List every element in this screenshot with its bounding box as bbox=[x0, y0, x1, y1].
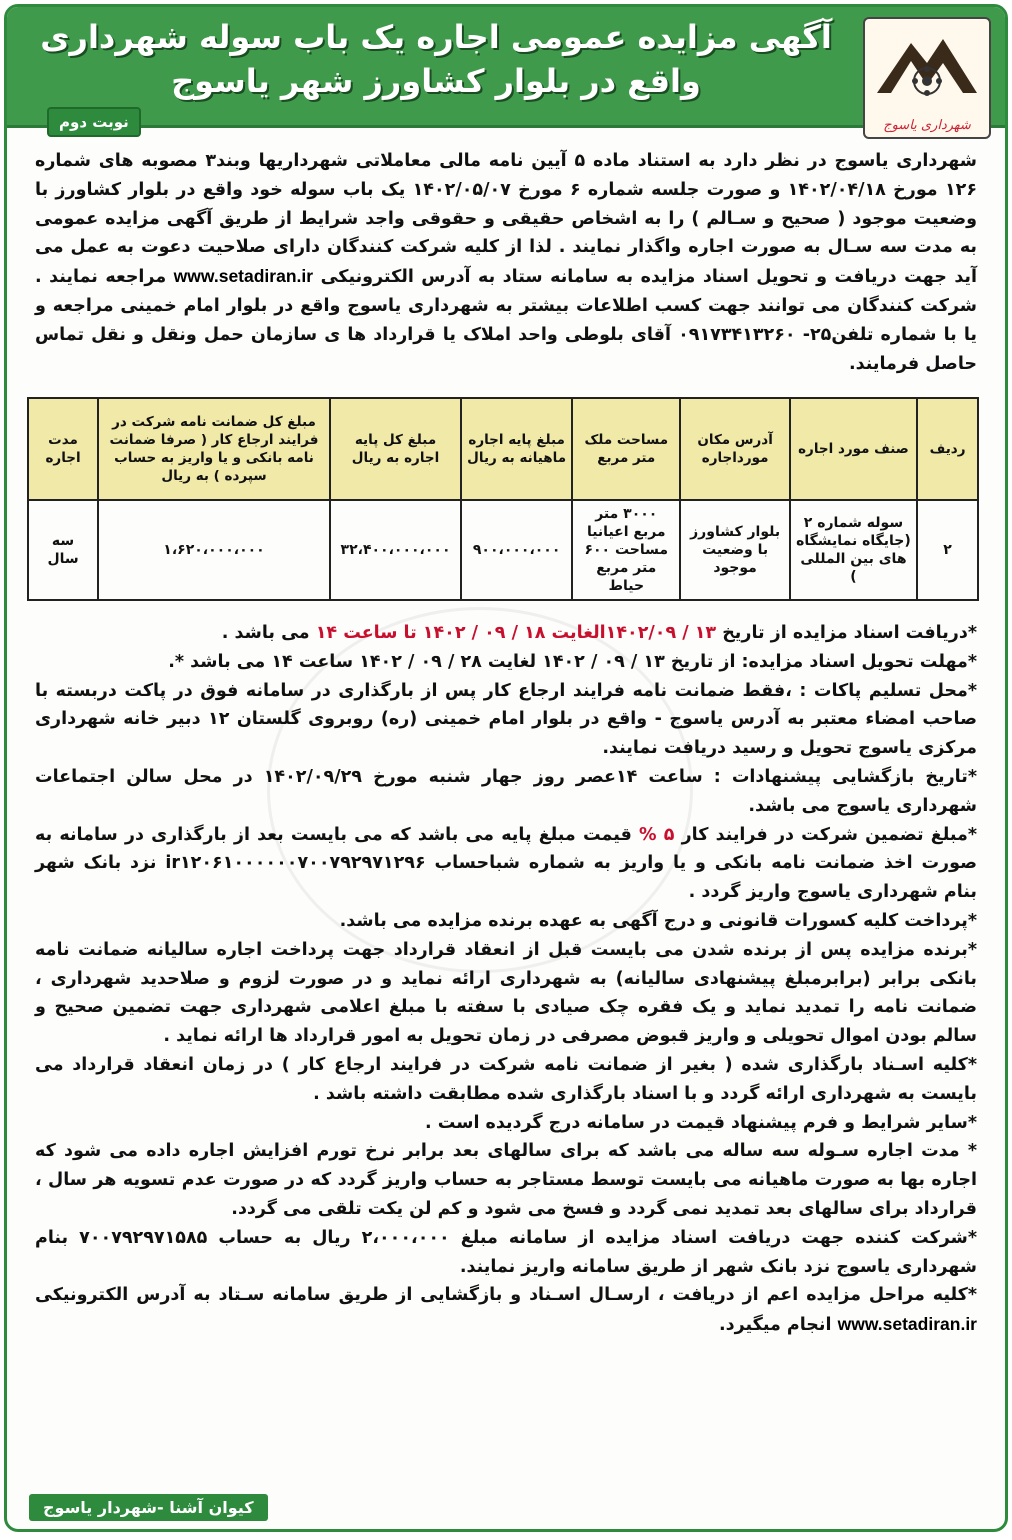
note-delivery-place: *محل تسلیم پاکات : ،فقط ضمانت نامه فرایند ارجاع کار پس از بارگذاری در سامانه فوق در پاکت دربسته با صاحب امضاء معتبر به آدرس یاسوج - واقع در بلوار امام خمینی (ره) روبروی گلستان ۱۲ دبیر خانه شهرداری مرکزی یاسوج تحویل و رسید دریافت نمایند. bbox=[35, 680, 978, 759]
table-row bbox=[28, 500, 978, 600]
setad-url-link-2[interactable]: www.setadiran.ir bbox=[837, 1314, 977, 1335]
col-header-area: مساحت ملک متر مربع bbox=[572, 398, 680, 500]
note-guarantee-amount bbox=[35, 821, 977, 907]
note-winner-obligations: *برنده مزایده پس از برنده شدن می بایست قبل از انعقاد قرارداد جهت پرداخت اجاره سالیانه ضمانت نامه بانکی برابر (برابرمبلغ پیشنهادی سالیانه) به شهرداری ارائه نماید و در صورت لزوم و صلاحدید شهرداری ، ضمانت نامه را تمدید نماید و یک فقره چک صیادی با سفته با مبلغ اعلامی شهرداری جهت تضمین صحیح و سالم بودن اموال تحویلی و واریز قبوض مصرفی در زمان تحویل به امور قرارداد ها ارائه نماید . bbox=[35, 939, 977, 1047]
cell-area: ۳۰۰۰ متر مربع اعیانیا مساحت ۶۰۰ متر مربع حیاط bbox=[572, 500, 680, 600]
notice-title bbox=[27, 15, 845, 103]
title-line-2: واقع در بلوار کشاورز شهر یاسوج bbox=[171, 62, 701, 100]
cell-category: سوله شماره ۲ (جایگاه نمایشگاه های بین المللی ) bbox=[790, 500, 917, 600]
note-uploaded-documents: *کلیه اسـناد بارگذاری شده ( بغیر از ضمانت نامه شرکت در فرایند ارجاع کار ) در زمان انعقاد قرارداد می بایست به شهرداری ارائه گردد و با اسناد بارگذاری شده مطابقت داشته باشد . bbox=[35, 1054, 977, 1104]
intro-text-1: شهرداری یاسوج در نظر دارد به استناد ماده ۵ آیین نامه مالی معاملاتی شهرداریها وبند۳ مصوبه های شماره ۱۲۶ مورخ ۱۴۰۲/۰۴/۱۸ و صورت جلسه شماره ۶ مورخ ۱۴۰۲/۰۵/۰۷ یک باب سوله خود واقع در بلوار کشاورز با وضعیت موجود ( صحیح و سـالم ) را به اشخاص حقیقی و حقوقی واجد شرایط از طریق آگهی مزایده عمومی به مدت سه سـال به صورت اجاره واگذار نمایند . لذا از کلیه شرکت کنندگان دارای صلاحیت دعوت به عمل می آید جهت دریافت و تحویل اسناد مزایده به سامانه ستاد به آدرس الکترونیکی bbox=[35, 151, 977, 288]
setad-url-link[interactable]: www.setadiran.ir bbox=[173, 266, 314, 287]
title-line-1: آگهی مزایده عمومی اجاره یک باب سوله شهرداری bbox=[40, 18, 832, 56]
cell-total: ۳۲،۴۰۰،۰۰۰،۰۰۰ bbox=[330, 500, 461, 600]
col-header-total: مبلغ کل پایه اجاره به ریال bbox=[330, 398, 461, 500]
cell-guarantee: ۱،۶۲۰،۰۰۰،۰۰۰ bbox=[98, 500, 330, 600]
note-5-text: *مبلغ تضمین شرکت در فرایند کار bbox=[681, 824, 977, 845]
col-header-duration: مدت اجاره bbox=[28, 398, 98, 500]
cell-address: بلوار کشاورز با وضعیت موجود bbox=[680, 500, 789, 600]
municipality-logo bbox=[863, 17, 991, 139]
intro-paragraph bbox=[35, 147, 977, 378]
table-header-row bbox=[28, 398, 978, 500]
note-1-text: *دریافت اسناد مزایده از تاریخ bbox=[722, 623, 977, 643]
note-1-dates: ۱۳ / ۱۴۰۲/۰۹الغایت ۱۸ / ۰۹ / ۱۴۰۲ تا ساعت ۱۴ bbox=[315, 623, 717, 643]
note-lease-term: * مدت اجاره سـوله سه ساله می باشد که برای سالهای بعد برابر نرخ تورم افزایش اجاره داده می شود که اجاره بها به صورت ماهیانه می بایست توسط مستاجر به حساب واریز گردد که در صورت عدم تسویه هر سال ، قرارداد برای سالهای بعد تمدید نمی گردد و فسخ می شود و کم لن یکت تلقی می گردد. bbox=[35, 1141, 977, 1219]
note-submission-deadline: *مهلت تحویل اسناد مزایده: از تاریخ ۱۳ / ۰۹ / ۱۴۰۲ لغایت ۲۸ / ۰۹ / ۱۴۰۲ ساعت ۱۴ می باشد *. bbox=[168, 651, 977, 672]
note-12-end: انجام میگیرد. bbox=[719, 1315, 832, 1336]
note-document-fee: *شرکت کننده جهت دریافت اسناد مزایده از سامانه مبلغ ۲،۰۰۰،۰۰۰ ریال به حساب ۷۰۰۷۹۲۹۷۱۵۸۵ بنام شهرداری یاسوج نزد بانک شهر از طریق سامانه واریز نمایند. bbox=[35, 1227, 977, 1277]
note-opening-date: *تاریخ بازگشایی پیشنهادات : ساعت ۱۴عصر روز جهار شنبه مورخ ۱۴۰۲/۰۹/۲۹ در محل سالن اجتماعات شهرداری یاسوج می باشد. bbox=[35, 766, 977, 816]
mountain-logo-icon bbox=[871, 23, 983, 113]
note-5-percent: ۵ % bbox=[639, 824, 675, 845]
col-header-monthly: مبلغ پایه اجاره ماهیانه به ریال bbox=[461, 398, 572, 500]
note-document-receipt bbox=[35, 619, 977, 648]
col-header-category: صنف مورد اجاره bbox=[790, 398, 917, 500]
auction-notice bbox=[4, 4, 1008, 1532]
note-1-end: می باشد . bbox=[221, 623, 310, 643]
note-12-text: *کلیه مراحل مزایده اعم از دریافت ، ارسـال اسـناد و بازگشایی از طریق سامانه سـتاد به آدرس الکترونیکی bbox=[35, 1285, 977, 1306]
note-all-stages bbox=[35, 1281, 977, 1340]
cell-monthly: ۹۰۰،۰۰۰،۰۰۰ bbox=[461, 500, 572, 600]
mayor-signature: کیوان آشنا -شهردار یاسوج bbox=[29, 1494, 268, 1521]
cell-duration: سه سال bbox=[28, 500, 98, 600]
note-5-rest: قیمت مبلغ پایه می باشد که می بایست بعد از بارگذاری در سامانه به صورت اخذ ضمانت نامه بانکی و یا واریز به شماره شباحساب ir۱۲۰۶۱۰۰۰۰۰۰۷۰۰۷۹۲۹۷۱۲۹۶ نزد بانک شهر بنام شهرداری یاسوج واریز گردد . bbox=[35, 824, 978, 903]
col-header-guarantee: مبلغ کل ضمانت نامه شرکت در فرایند ارجاع کار ( صرفا ضمانت نامه بانکی و یا واریز به حساب سپرده ) به ریال bbox=[98, 398, 330, 500]
logo-caption: شهرداری یاسوج bbox=[883, 118, 971, 133]
cell-index: ۲ bbox=[917, 500, 978, 600]
col-header-index: ردیف bbox=[917, 398, 978, 500]
col-header-address: آدرس مکان مورداجاره bbox=[680, 398, 789, 500]
note-legal-deductions: *پرداخت کلیه کسورات قانونی و درج آگهی به عهده برنده مزایده می باشد. bbox=[339, 910, 977, 931]
conditions-list bbox=[35, 619, 977, 1340]
intro-text-2: مراجعه نمایند . شرکت کنندگان می توانند جهت کسب اطلاعات بیشتر به شهرداری یاسوج واقع در بلوار امام خمینی مراجعه و یا با شماره تلفن۲۵- ۰۹۱۷۳۴۱۳۲۶۰ آقای بلوطی واحد املاک یا قرارداد ها ی سازمان حمل ونقل و نقل تماس حاصل فرمایند. bbox=[35, 267, 977, 374]
note-other-conditions: *سایر شرایط و فرم پیشنهاد قیمت در سامانه درج گردیده است . bbox=[424, 1112, 977, 1133]
header-banner bbox=[7, 7, 1005, 128]
lease-table bbox=[27, 397, 979, 601]
round-badge: نوبت دوم bbox=[47, 107, 141, 137]
